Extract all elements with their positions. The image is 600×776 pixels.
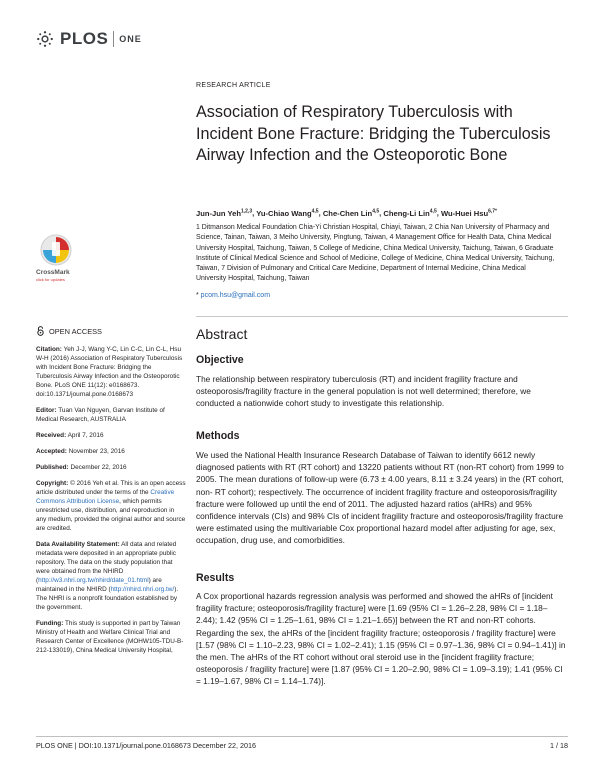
article-type: RESEARCH ARTICLE [196, 82, 271, 89]
author-list: Jun-Jun Yeh$^{1,2,3}$, Yu-Chiao Wang$^{4,5}$, Che-Chen Lin$^{4,5}$, Cheng-Li Lin$^{4,5}$, Wu-Huei Hsu$^{6,7*}$ [196, 208, 497, 218]
header-divider [196, 316, 568, 317]
nhri-link[interactable]: http://nhird.nhri.org.tw/ [110, 586, 175, 593]
author[interactable]: Cheng-Li Lin$^{4,5}$ [383, 208, 437, 218]
nhird-link[interactable]: http://w3.nhri.org.tw/nhird/date_01.html [38, 577, 149, 584]
objective-heading: Objective [196, 354, 244, 366]
crossmark-icon [36, 232, 76, 270]
article-title: Association of Respiratory Tuberculosis with Incident Bone Fracture: Bridging the Tuberculosis Airway Infection and the Osteoporotic Bone [196, 103, 551, 164]
page-number: 1 / 18 [550, 741, 568, 750]
journal-name: ONE [119, 34, 142, 44]
license-link[interactable]: Creative Commons Attribution License [36, 489, 175, 505]
open-access-badge [36, 326, 186, 336]
citation: Citation: Yeh J-J, Wang Y-C, Lin C-C, Lin C-L, Hsu W-H (2016) Association of Respiratory Tuberculosis with Incident Bone Fracture: Bridging the Tuberculosis Airway Infection and the Osteoporotic Bone. PLoS ONE 11(12): e0168673. doi:10.1371/journal.pone.0168673 [36, 346, 183, 398]
footer-citation: PLOS ONE | DOI:10.1371/journal.pone.0168673 December 22, 2016 [36, 741, 257, 750]
objective-text: The relationship between respiratory tuberculosis (RT) and incident fragility fracture and osteoporosis/fragility fracture in the general population is not well determined; therefore, we conducted a nationwide cohort study to investigate this relationship. [196, 374, 531, 409]
author[interactable]: Che-Chen Lin$^{4,5}$ [322, 208, 380, 218]
author[interactable]: Wu-Huei Hsu$^{6,7*}$ [440, 208, 497, 218]
open-access-label: OPEN ACCESS [49, 326, 102, 336]
author[interactable]: Jun-Jun Yeh$^{1,2,3}$ [196, 208, 253, 218]
footer-divider [36, 736, 568, 737]
editor: Editor: Tuan Van Nguyen, Garvan Institute of Medical Research, AUSTRALIA [36, 407, 165, 423]
methods-text: We used the National Health Insurance Research Database of Taiwan to identify 6612 newly diagnosed patients with RT (RT cohort) and 13220 patients without RT (non-RT cohort) from 1999 to 2005. The mean durations of follow-up were (6.73 ± 4.00 years, 8.11 ± 3.24 years) in the (RT cohort, non- RT cohort); respectively. The occurrence of incident fragility fracture and osteoporosis/fragility fracture were followed up until the end of 2011. The adjusted hazard ratios (aHRs) and 95% confidence intervals (CIs) and 98% CIs of incident fragility fracture and osteoporosis/fragility fracture were estimated using the multivariable Cox proportional hazard model after adjusting for age, sex, occupation, drug use, and comorbidities. [196, 450, 564, 546]
article-info-column [36, 326, 186, 662]
affiliations: 1 Ditmanson Medical Foundation Chia-Yi Christian Hospital, Chiayi, Taiwan, 2 Chia Nan University of Pharmacy and Science, Tainan, Taiwan, 3 Meiho University, Pingtung, Taiwan, 4 Management Office for Health Data, China Medical University Hospital, Taichung, Taiwan, 5 College of Medicine, China Medical University, Taichung, Taiwan, 6 Graduate Institute of Clinical Medical Science and School of Medicine, College of Medicine, China Medical University, Taichung, Taiwan, 7 Division of Pulmonary and Critical Care Medicine, Department of Internal Medicine, China Medical University Hospital, Taichung, Taiwan [196, 224, 555, 283]
logo-divider [113, 31, 114, 47]
plos-dots-icon [36, 30, 54, 48]
corresponding-email[interactable]: * pcom.hsu@gmail.com [196, 292, 271, 299]
received-date: Received: April 7, 2016 [36, 432, 104, 439]
methods-heading: Methods [196, 430, 240, 442]
open-lock-icon [36, 326, 45, 336]
published-date: Published: December 22, 2016 [36, 464, 127, 471]
results-text: A Cox proportional hazards regression analysis was performed and showed the aHRs of [incident fragility fracture; osteoporosis/fragility fracture] were [1.69 (95% CI = 1.26–2.28, 98% CI = 1.18–2.44); 1.42 (95% CI = 1.25–1.61, 98% CI = 1.21–1.65)] between the RT and non-RT cohorts. Regarding the sex, the aHRs of the [incident fragility fracture; osteoporosis / fragility fracture] were [1.57 (98% CI = 1.10–2.23, 98% CI = 1.02–2.41); 1.15 (95% CI = 0.97–1.36, 98% CI = 0.94–1.41)] in the men. The aHRs of the RT cohort without oral steroid use in the [incident fragility fracture; osteoporosis / fragility fracture] were [1.87 (95% CI = 1.20–2.90, 98% CI = 1.09–3.19); 1.41 (95% CI = 1.19–1.67, 98% CI = 1.14–1.74)]. [196, 591, 566, 687]
author[interactable]: Yu-Chiao Wang$^{4,5}$ [256, 208, 319, 218]
plos-logo[interactable] [36, 28, 142, 50]
funding: Funding: This study is supported in part by Taiwan Ministry of Health and Welfare Clinical Trial and Research Center of Excellence (MOHW105-TDU-B-212-133019), China Medical University Hospital, [36, 620, 184, 654]
results-heading: Results [196, 572, 235, 584]
copyright: Copyright: © 2016 Yeh et al. This is an open access article distributed under the terms of the Creative Commons Attribution License, which permits unrestricted use, distribution, and reproduction in any medium, provided the original author and source are credited. [36, 480, 186, 532]
brand-name: PLOS [60, 29, 109, 48]
abstract-heading: Abstract [196, 326, 248, 342]
data-availability: Data Availability Statement: All data and related metadata were deposited in an appropriate public repository. The data on the study population that were obtained from the NHIRD (http://w3.nhri.org.tw/nhird/date_01.html) are maintained in the NHIRD (http://nhird.nhri.org.tw/). The NHRI is a nonprofit foundation established by the government. [36, 541, 179, 611]
crossmark-label: CrossMark [36, 269, 70, 276]
crossmark-badge[interactable] [36, 232, 76, 282]
accepted-date: Accepted: November 23, 2016 [36, 448, 125, 455]
crossmark-sublabel: click for updates [36, 277, 65, 282]
